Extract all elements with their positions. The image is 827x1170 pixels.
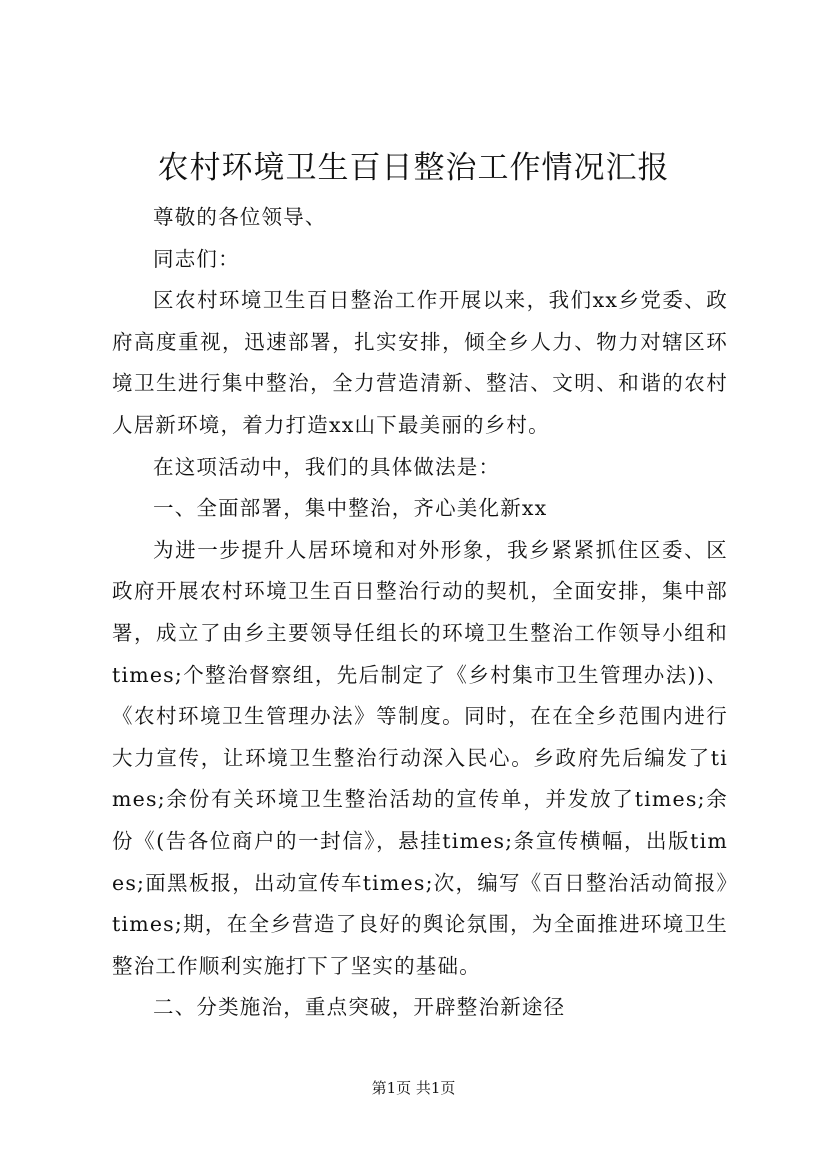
method-lead-paragraph: 在这项活动中，我们的具体做法是： xyxy=(153,454,501,479)
salutation-line-1: 尊敬的各位领导、 xyxy=(153,205,327,229)
section-heading-1: 一、全面部署，集中整治，齐心美化新xx xyxy=(153,496,548,521)
document-title: 农村环境卫生百日整治工作情况汇报 xyxy=(157,150,670,186)
salutation-line-2: 同志们： xyxy=(153,246,240,271)
page-footer: 第1页 共1页 xyxy=(371,1079,456,1097)
document-body xyxy=(112,197,728,1029)
section-heading-2: 二、分类施治，重点突破，开辟整治新途径 xyxy=(153,995,566,1020)
intro-paragraph: 区农村环境卫生百日整治工作开展以来，我们xx乡党委、政府高度重视，迅速部署，扎实安排，倾全乡人力、物力对辖区环境卫生进行集中整治，全力营造清新、整洁、文明、和谐的农村人居新环境，着力打造xx山下最美丽的乡村。 xyxy=(112,288,728,437)
section-1-paragraph: 为进一步提升人居环境和对外形象，我乡紧紧抓住区委、区政府开展农村环境卫生百日整治行动的契机，全面安排，集中部署，成立了由乡主要领导任组长的环境卫生整治工作领导小组和times;个整治督察组，先后制定了《乡村集市卫生管理办法))、《农村环境卫生管理办法》等制度。同时，在在全乡范围内进行大力宣传，让环境卫生整治行动深入民心。乡政府先后编发了times;余份有关环境卫生整治活劫的宣传单，并发放了times;余份《(告各位商户的一封信》，悬挂times;条宣传横幅，出版times;面黑板报，出动宣传车times;次，编写《百日整治活动简报》times;期，在全乡营造了良好的舆论氛围，为全面推进环境卫生整治工作顺利实施打下了坚实的基础。 xyxy=(112,537,728,978)
